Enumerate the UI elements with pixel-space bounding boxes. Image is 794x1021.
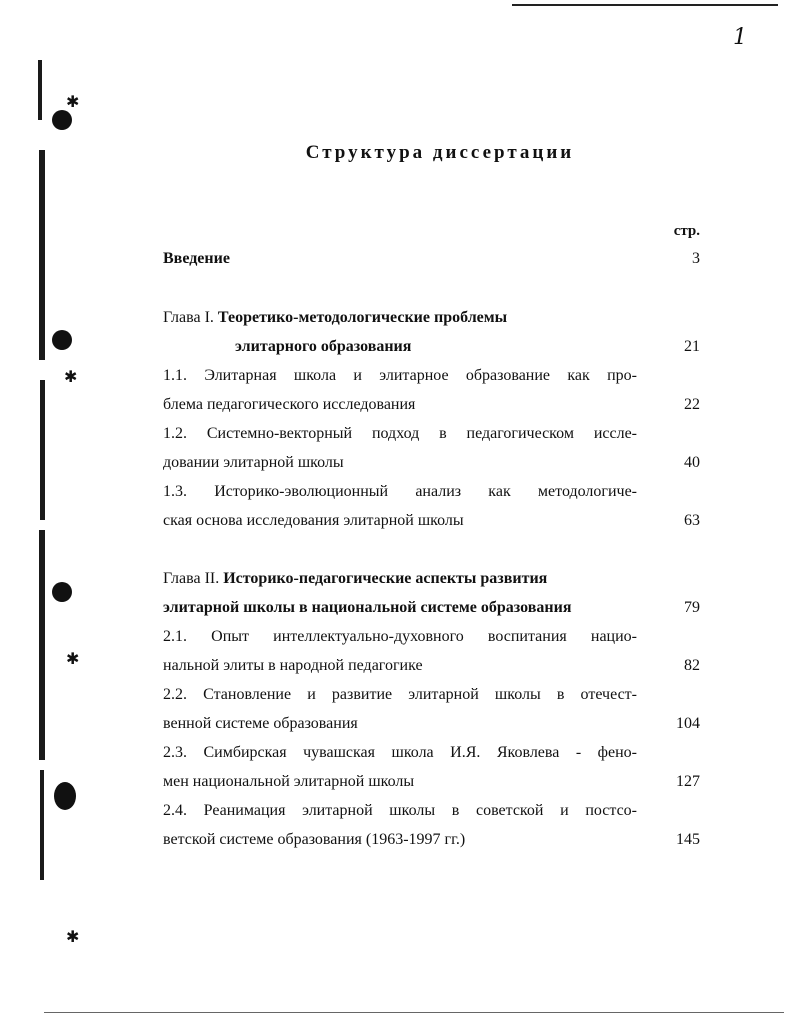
toc-page-number: 79: [684, 599, 700, 616]
section-title: 1.3. Историко-эволюционный анализ как методологиче-: [163, 483, 637, 500]
toc-section-1-2-cont: [163, 451, 700, 475]
toc-page-number: 82: [684, 657, 700, 674]
section-title-cont: ская основа исследования элитарной школы: [163, 512, 464, 529]
section-title: 1.1. Элитарная школа и элитарное образование как про-: [163, 367, 637, 384]
toc-section-2-4-cont: [163, 828, 700, 852]
chapter-title-cont: элитарного образования: [235, 338, 412, 355]
section-title-cont: мен национальной элитарной школы: [163, 773, 415, 790]
section-title-cont: нальной элиты в народной педагогике: [163, 657, 423, 674]
toc-page-number: 63: [684, 512, 700, 529]
chapter-prefix: Глава I.: [163, 309, 214, 326]
punch-hole-4: [54, 782, 76, 810]
toc-section-1-2: [163, 422, 700, 446]
punch-hole-1: [52, 110, 72, 130]
toc-section-1-3: [163, 480, 700, 504]
scan-bottom-line: [44, 1012, 784, 1013]
punch-hole-2: [52, 330, 72, 350]
section-title-cont: довании элитарной школы: [163, 454, 344, 471]
toc-chapter-2-title-cont: [163, 596, 700, 620]
scan-top-line: [512, 4, 778, 6]
section-title: 2.4. Реанимация элитарной школы в советской и постсо-: [163, 802, 637, 819]
toc-section-2-2-cont: [163, 712, 700, 736]
chapter-title: Теоретико-методологические проблемы: [217, 309, 508, 326]
toc-page-number: 127: [676, 773, 700, 790]
toc-entry-intro: [163, 247, 700, 271]
toc-section-2-3: [163, 741, 700, 765]
toc-chapter-1-title-cont: [163, 335, 700, 359]
toc-page-number: 145: [676, 831, 700, 848]
handwritten-page-number: 1: [733, 25, 747, 50]
toc-chapter-2-title: [163, 567, 700, 591]
toc-section-1-1: [163, 364, 700, 388]
section-title: 1.2. Системно-векторный подход в педагогическом иссле-: [163, 425, 637, 442]
section-title-cont: блема педагогического исследования: [163, 396, 416, 413]
document-title: Структура диссертации: [305, 142, 575, 163]
toc-section-1-1-cont: [163, 393, 700, 417]
scan-speck: ✱: [66, 929, 80, 946]
toc-section-2-4: [163, 799, 700, 823]
section-title: 2.2. Становление и развитие элитарной школы в отечест-: [163, 686, 637, 703]
section-title: 2.3. Симбирская чувашская школа И.Я. Яковлева - фено-: [163, 744, 637, 761]
toc-page-number: 3: [692, 250, 700, 267]
toc-page-number: 21: [684, 338, 700, 355]
toc-section-1-3-cont: [163, 509, 700, 533]
toc-page-number: 22: [684, 396, 700, 413]
section-title-cont: ветской системе образования (1963-1997 гг.): [163, 831, 466, 848]
toc-section-2-1-cont: [163, 654, 700, 678]
chapter-title-cont: элитарной школы в национальной системе образования: [163, 599, 572, 616]
section-title-cont: венной системе образования: [163, 715, 358, 732]
toc-section-2-3-cont: [163, 770, 700, 794]
toc-section-2-1: [163, 625, 700, 649]
binding-edge-strip: [36, 60, 45, 880]
chapter-prefix: Глава II.: [163, 570, 220, 587]
toc-section-2-2: [163, 683, 700, 707]
scan-speck: ✱: [64, 369, 78, 386]
page-column-label: стр.: [673, 223, 700, 239]
punch-hole-3: [52, 582, 72, 602]
section-title: 2.1. Опыт интеллектуально-духовного воспитания нацио-: [163, 628, 637, 645]
toc-chapter-1-title: [163, 306, 700, 330]
toc-page-number: 104: [676, 715, 700, 732]
scan-speck: ✱: [66, 651, 80, 668]
toc-page-number: 40: [684, 454, 700, 471]
toc-entry-label: Введение: [163, 250, 230, 267]
chapter-title: Историко-педагогические аспекты развития: [223, 570, 548, 587]
scan-speck: ✱: [66, 94, 80, 111]
